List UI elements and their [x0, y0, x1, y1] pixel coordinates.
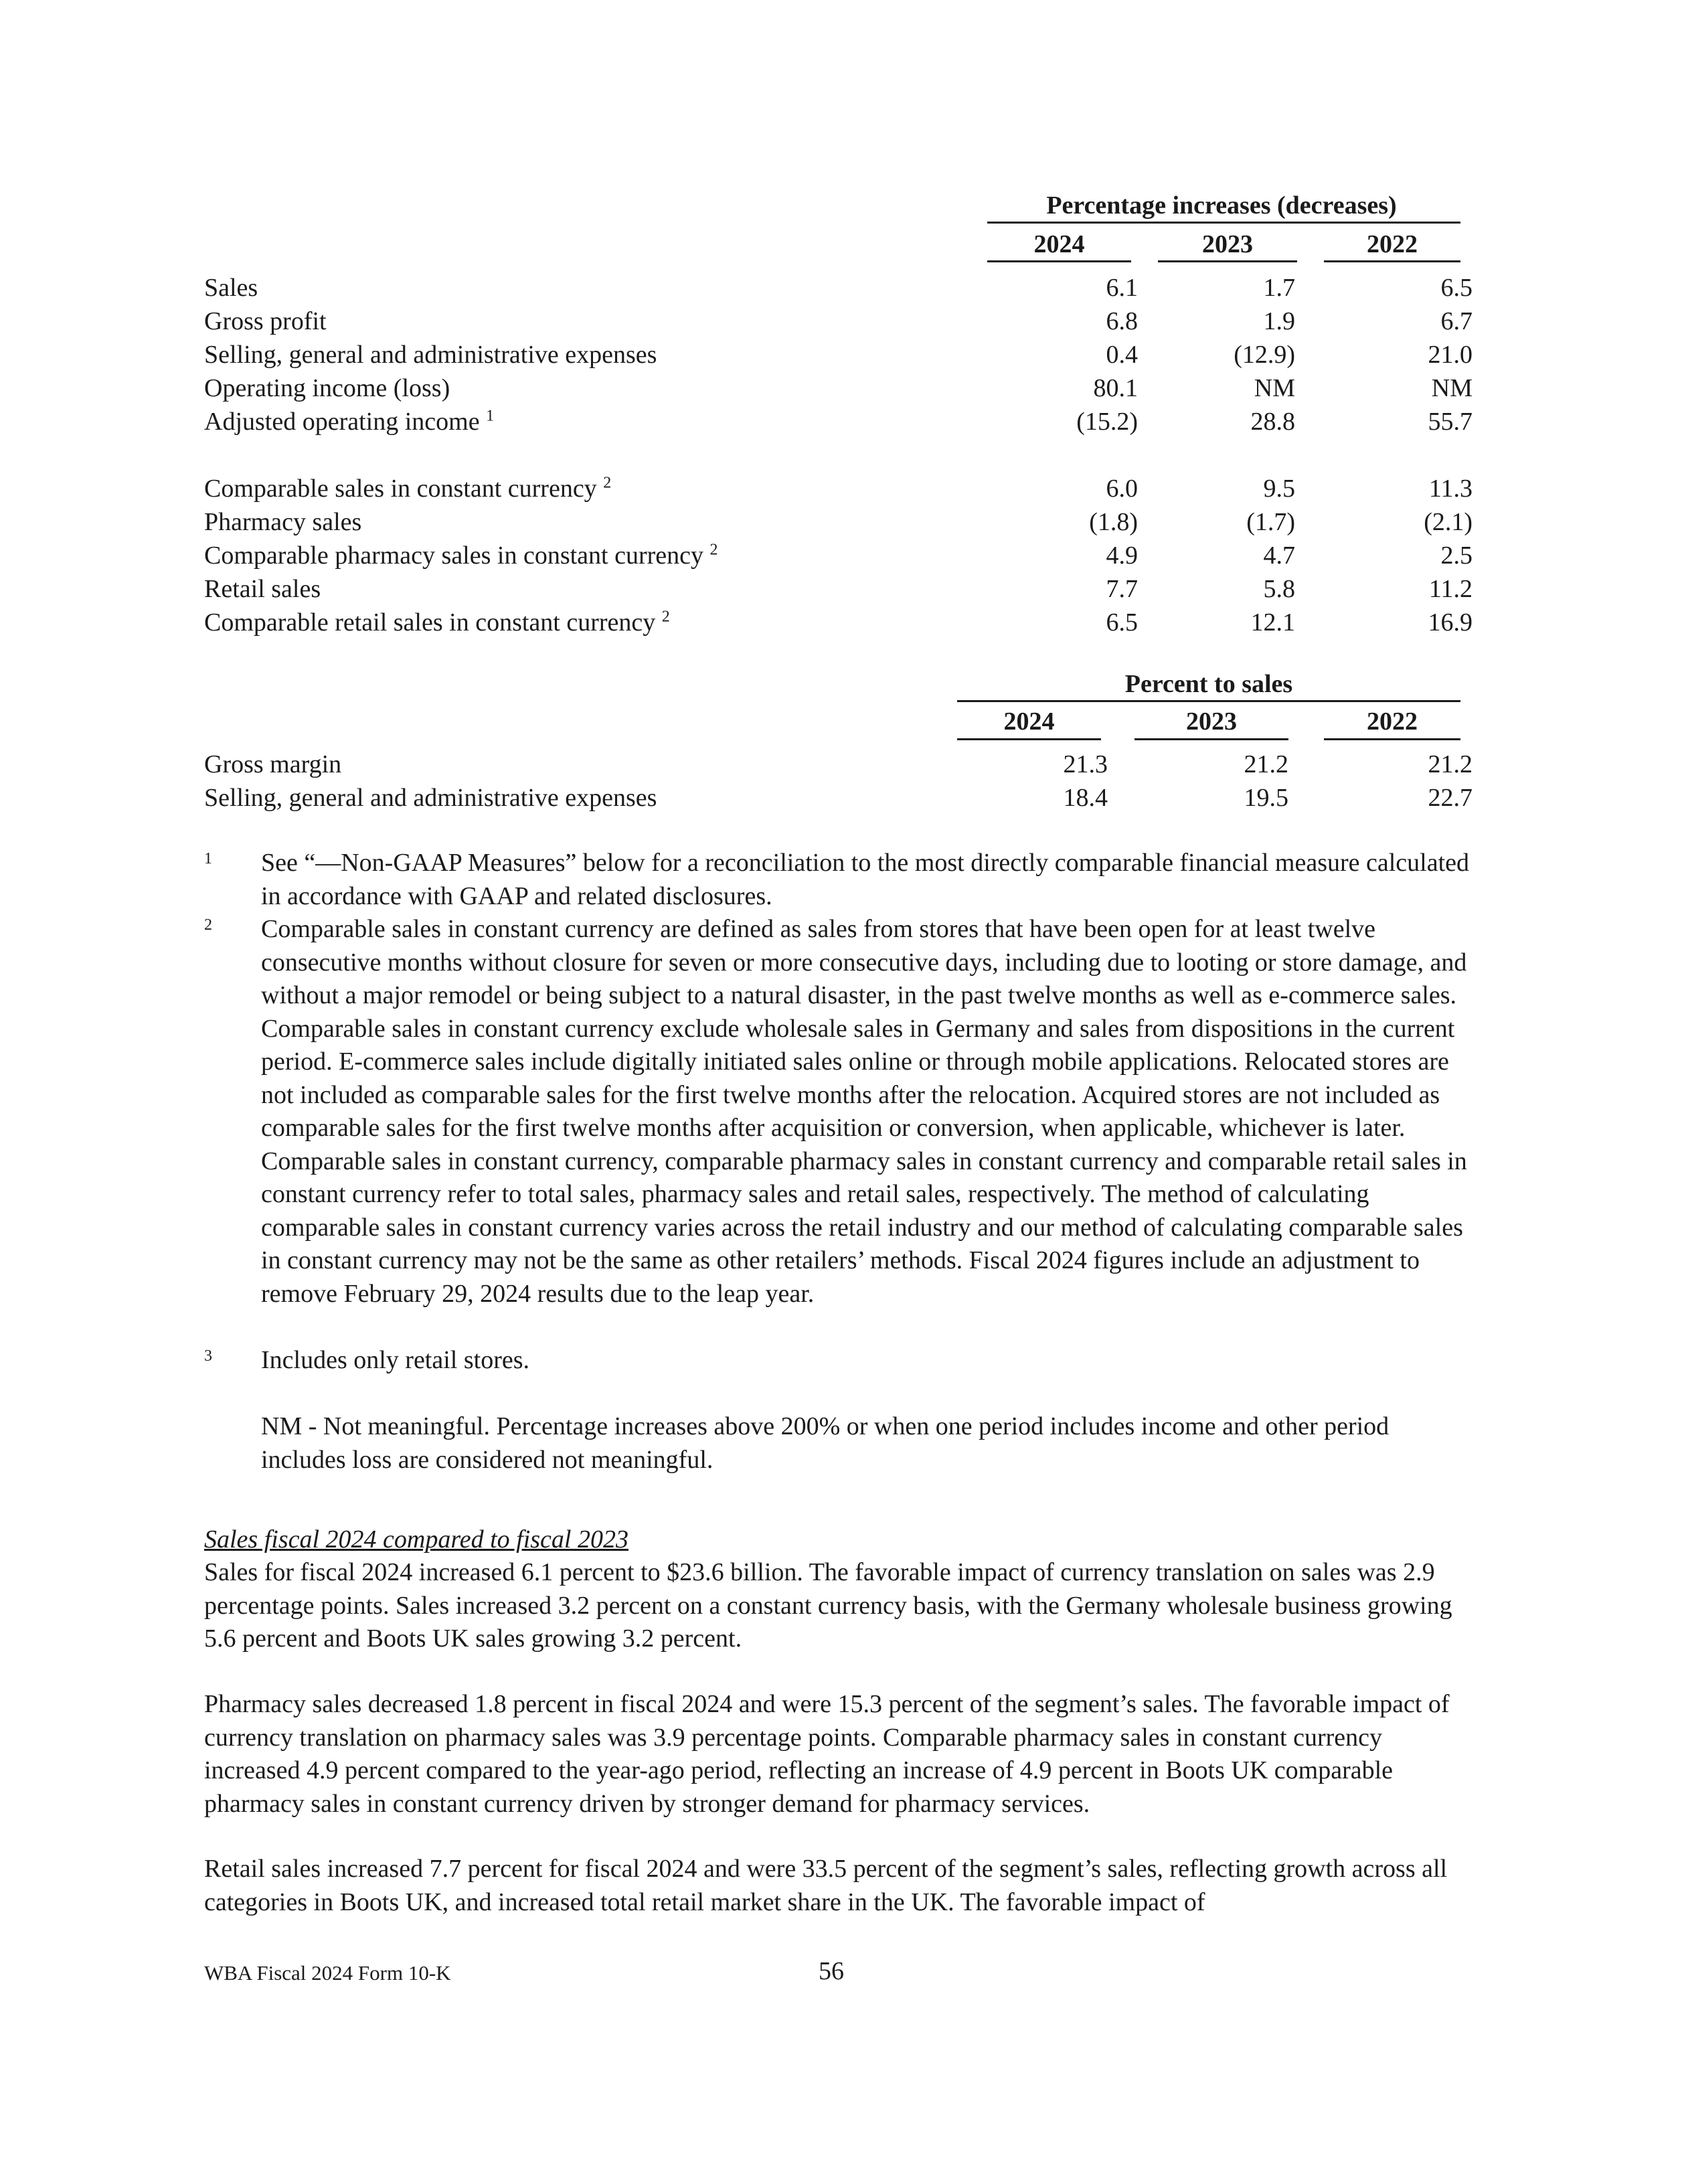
footnote-number: 3 [204, 1347, 212, 1365]
table-row [204, 781, 1476, 815]
table1-group-rule [987, 222, 1460, 224]
row-label: Selling, general and administrative expenses [204, 341, 657, 369]
table2-col-rule-2024 [957, 738, 1101, 740]
cell-2022: 11.2 [1428, 575, 1473, 603]
cell-2024: (1.8) [1089, 508, 1138, 536]
footer-document-title: WBA Fiscal 2024 Form 10-K [204, 1961, 451, 1985]
footnote-text: Comparable sales in constant currency are defined as sales from stores that have been open for at least twelve consecutive months without closure for seven or more consecutive days, including due to looting or store damage, and without a major remodel or being subject to a natural disaster, in the past twelve months as well as e-commerce sales. Comparable sales in constant currency exclude wholesale sales in Germany and sales from dispositions in the current period. E-commerce sales include digitally initiated sales online or through mobile applications. Relocated stores are not included as comparable sales for the first twelve months after the relocation. Acquired stores are not included as comparable sales for the first twelve months after acquisition or conversion, when applicable, whichever is later. Comparable sales in constant currency, comparable pharmacy sales in constant currency and comparable retail sales in constant currency refer to total sales, pharmacy sales and retail sales, respectively. The method of calculating comparable sales in constant currency varies across the retail industry and our method of calculating comparable sales in constant currency may not be the same as other retailers’ methods. Fiscal 2024 figures include an adjustment to remove February 29, 2024 results due to the leap year. [261, 915, 1467, 1308]
cell-2022: 6.7 [1440, 307, 1473, 335]
cell-2023: 5.8 [1263, 575, 1295, 603]
row-label [204, 405, 494, 438]
table-row [204, 305, 1476, 338]
cell-2023: 1.9 [1263, 307, 1295, 335]
row-label [204, 472, 611, 505]
cell-2023: 19.5 [1244, 784, 1288, 812]
cell-2024: 80.1 [1093, 374, 1138, 402]
footnote-ref: 2 [709, 541, 718, 559]
table1-col-rule-2022 [1324, 260, 1460, 262]
cell-2022: 2.5 [1440, 541, 1473, 570]
cell-2022: 21.0 [1428, 341, 1473, 369]
footnote-text: See “—Non-GAAP Measures” below for a reconciliation to the most directly comparable financial measure calculated in accordance with GAAP and related disclosures. [261, 849, 1470, 910]
footnote-ref: 1 [486, 407, 495, 425]
cell-2022: 55.7 [1428, 408, 1473, 436]
row-label [204, 539, 718, 572]
nm-note-text: NM - Not meaningful. Percentage increases above 200% or when one period includes income and other period includes loss are considered not meaningful. [261, 1412, 1390, 1474]
row-label-text: Comparable pharmacy sales in constant currency [204, 541, 703, 570]
footnote-number: 1 [204, 850, 212, 867]
table-row [204, 505, 1476, 539]
row-label-text: Comparable retail sales in constant currency [204, 608, 656, 637]
table-row [204, 472, 1476, 505]
table-row [204, 271, 1476, 305]
cell-2023: (1.7) [1246, 508, 1295, 536]
cell-2022: NM [1431, 374, 1473, 402]
table-row [204, 572, 1476, 606]
paragraph: Sales for fiscal 2024 increased 6.1 percent to $23.6 billion. The favorable impact of currency translation on sales was 2.9 percentage points. Sales increased 3.2 percent on a constant currency basis, with the Germany wholesale business growing 5.6 percent and Boots UK sales growing 3.2 percent. [204, 1558, 1452, 1653]
cell-2024: 6.0 [1106, 475, 1138, 503]
table-row [204, 405, 1476, 438]
section-heading: Sales fiscal 2024 compared to fiscal 2023 [204, 1525, 628, 1553]
footnote-ref: 2 [661, 608, 670, 626]
page-number: 56 [819, 1957, 844, 1985]
table2-group-header: Percent to sales [1124, 670, 1293, 698]
row-label: Gross profit [204, 307, 327, 335]
table1-col-2024: 2024 [1033, 230, 1085, 258]
table2-group-rule [957, 700, 1460, 702]
cell-2024: 4.9 [1106, 541, 1138, 570]
table-row [204, 539, 1476, 572]
cell-2024: 21.3 [1063, 750, 1108, 778]
cell-2024: 7.7 [1106, 575, 1138, 603]
table1-col-rule-2024 [987, 260, 1131, 262]
cell-2022: 11.3 [1428, 475, 1473, 503]
cell-2022: 16.9 [1428, 608, 1473, 637]
cell-2023: NM [1254, 374, 1295, 402]
table-row [204, 371, 1476, 405]
table-row [204, 748, 1476, 781]
cell-2022: 22.7 [1428, 784, 1473, 812]
cell-2024: 6.1 [1106, 274, 1138, 302]
cell-2022: (2.1) [1424, 508, 1473, 536]
row-label: Pharmacy sales [204, 508, 362, 536]
table1-group-header: Percentage increases (decreases) [1046, 191, 1397, 220]
footnote-text: Includes only retail stores. [261, 1346, 530, 1374]
table1-col-2022: 2022 [1367, 230, 1418, 258]
cell-2023: 4.7 [1263, 541, 1295, 570]
row-label-text: Comparable sales in constant currency [204, 475, 597, 503]
cell-2023: 21.2 [1244, 750, 1288, 778]
row-label: Selling, general and administrative expenses [204, 784, 657, 812]
table2-col-2024: 2024 [1003, 707, 1055, 736]
footnote-number: 2 [204, 916, 212, 934]
table2-col-rule-2023 [1134, 738, 1288, 740]
cell-2023: 28.8 [1250, 408, 1295, 436]
cell-2024: 18.4 [1063, 784, 1108, 812]
cell-2022: 6.5 [1440, 274, 1473, 302]
table2-col-2023: 2023 [1186, 707, 1237, 736]
row-label [204, 606, 670, 639]
cell-2023: (12.9) [1234, 341, 1295, 369]
row-label-text: Adjusted operating income [204, 408, 480, 436]
cell-2022: 21.2 [1428, 750, 1473, 778]
cell-2024: 0.4 [1106, 341, 1138, 369]
table1-col-rule-2023 [1158, 260, 1297, 262]
cell-2024: (15.2) [1076, 408, 1138, 436]
table2-col-rule-2022 [1324, 738, 1460, 740]
cell-2024: 6.8 [1106, 307, 1138, 335]
row-label: Sales [204, 274, 258, 302]
row-label: Operating income (loss) [204, 374, 450, 402]
cell-2023: 9.5 [1263, 475, 1295, 503]
table2-col-2022: 2022 [1367, 707, 1418, 736]
table-row [204, 338, 1476, 371]
cell-2023: 12.1 [1250, 608, 1295, 637]
table1-col-2023: 2023 [1202, 230, 1253, 258]
row-label: Gross margin [204, 750, 342, 778]
cell-2024: 6.5 [1106, 608, 1138, 637]
row-label: Retail sales [204, 575, 321, 603]
paragraph: Pharmacy sales decreased 1.8 percent in fiscal 2024 and were 15.3 percent of the segment’s sales. The favorable impact of currency translation on pharmacy sales was 3.9 percentage points. Comparable pharmacy sales in constant currency increased 4.9 percent compared to the year-ago period, reflecting an increase of 4.9 percent in Boots UK comparable pharmacy sales in constant currency driven by stronger demand for pharmacy services. [204, 1690, 1450, 1818]
paragraph: Retail sales increased 7.7 percent for fiscal 2024 and were 33.5 percent of the segment’s sales, reflecting growth across all categories in Boots UK, and increased total retail market share in the UK. The favorable impact of [204, 1855, 1448, 1916]
table-row [204, 606, 1476, 639]
footnote-ref: 2 [603, 474, 612, 492]
cell-2023: 1.7 [1263, 274, 1295, 302]
